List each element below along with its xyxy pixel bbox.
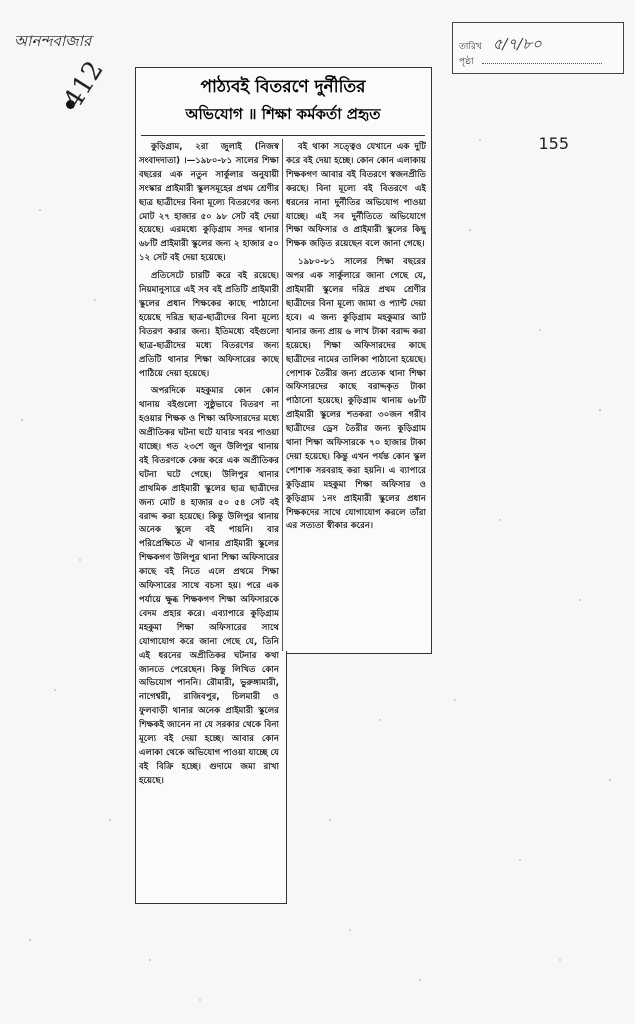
paragraph: প্রতিসেটে চারটি করে বই রয়েছে। নিয়মানুসারে এই সব বই প্রতিটি প্রাইমারী স্কুলের প্রধান শিক্ষকের কাছে পাঠানো হয়েছে দরিদ্র ছাত্র-ছাত্রীদের বিনা মূল্যে বিতরণ করার জন্য। ইতিমধ্যে বইগুলো ছাত্র-ছাত্রীদের মধ্যে বিতরণের জন্য প্রতিটি থানার শিক্ষা অফিসারের কাছে পাঠিয়ে দেয়া হয়েছে। (139, 271, 279, 379)
paragraph: ১৯৮০-৮১ সালের শিক্ষা বছরের অপর এক সার্কুলারে জানা গেছে যে, প্রাইমারী স্কুলের দরিদ্র প্রথম শ্রেণীর ছাত্রীদের বিনা মূল্যে জামা ও প্যান্ট দেয়া হবে। এ জন্য কুড়িগ্রাম মহকুমার আট থানার জন্য প্রায় ৬ লাখ টাকা বরাদ্দ করা হয়েছে। শিক্ষা অফিসারদের কাছে ছাত্রীদের নামের তালিকা পাঠানো হয়েছে। পোশাক তৈরীর জন্য প্রত্যেক থানা শিক্ষা অফিসারদের কাছে বরাদ্দকৃত টাকা পাঠানো হয়েছে। কুড়িগ্রাম থানায় ৬৮টি প্রাইমারী স্কুলের শতকরা ৩০জন গরীব ছাত্রীদের ড্রেস তৈরীর জন্য কুড়িগ্রাম থানা শিক্ষা অফিসারকে ৭০ হাজার টাকা দেয়া হয়েছে। কিন্তু এখন পর্যন্ত কোন স্কুল পোশাক সরবরাহ করা হয়নি। এ ব্যাপারে কুড়িগ্রাম মহকুমা শিক্ষা অফিসার ও কুড়িগ্রাম ১নং প্রাইমারী স্কুলের প্রধান শিক্ষকদের সাথে যোগাযোগ করলে তাঁরা এর সত্যতা স্বীকার করেন। (286, 257, 426, 532)
newspaper-clipping (135, 67, 432, 905)
date-stamp-box (452, 22, 624, 74)
date-label: তারিখ (459, 42, 482, 52)
article-column-left (139, 141, 279, 899)
column-divider (282, 139, 283, 651)
page-row (459, 54, 602, 69)
page-label: পৃষ্ঠা (459, 57, 474, 67)
folio-number: 412 (58, 55, 110, 114)
page-blank-line (482, 63, 602, 64)
headline-line-2: অভিযোগ ॥ শিক্ষা কর্মকর্তা প্রহৃত (185, 105, 381, 123)
paragraph: বই থাকা সত্ত্বেও যেখানে এক দুটি করে বই দেয়া হচ্ছে। কোন কোন এলাকায় শিক্ষকগণ আবার বই বিতরণে স্বজনপ্রীতি করছে। বিনা মূল্যে বই বিতরণে এই ধরনের নানা দুর্নীতির অভিযোগ পাওয়া যাচ্ছে। এই সব দুর্নীতিতে অভিযোগে শিক্ষা অফিসার ও প্রাইমারী স্কুলের কিছু শিক্ষক জড়িত রয়েছেন বলে জানা গেছে। (286, 142, 426, 250)
article-headline (141, 73, 425, 136)
newspaper-name-note: আনন্দবাজার (14, 32, 92, 50)
headline-line-1: পাঠ্যবই বিতরণে দুর্নীতির (200, 77, 366, 97)
paragraph: কুড়িগ্রাম, ২রা জুলাই (নিজস্ব সংবাদদাতা) ।—১৯৮০-৮১ সালের শিক্ষা বছরের এক নতুন সার্কুলার অনুযায়ী সংস্কার প্রাইমারী স্কুলসমূহের প্রথম শ্রেণীর ছাত্র ছাত্রীদের বিনা মূল্যে বিতরণের জন্য মোট ২৭ হাজার ৫০ ৯৮ সেট বই দেয়া হয়েছে। এরমধ্যে কুড়িগ্রাম সদর থানার ৬৮টি প্রাইমারী স্কুলের জন্য ২ হাজার ৫০ ১২ সেট বই দেয়া হয়েছে। (139, 142, 279, 264)
page-number: 155 (538, 134, 569, 153)
date-value: ৫/৭/৮০ (492, 35, 542, 53)
paragraph: অপরদিকে মহকুমার কোন কোন থানায় বইগুলো সুষ্ঠুভাবে বিতরণ না হওয়ার শিক্ষক ও শিক্ষা অফিসারদের মধ্যে অপ্রীতিকর ঘটনা ঘটে যাবার খবর পাওয়া যাচ্ছে। গত ২৩শে জুন উলিপুর থানায় বই বিতরণকে কেন্দ্র করে এক অপ্রীতিকর ঘটনা ঘটে গেছে। উলিপুর থানার প্রাথমিক প্রাইমারী স্কুলের ছাত্র ছাত্রীদের জন্য মোট ৪ হাজার ৫০ ৫৪ সেট বই বরাদ্দ করা হয়েছে। কিন্তু উলিপুর থানায় অনেক স্কুলে বই পায়নি। বার পরিপ্রেক্ষিতে ঐ থানার প্রাইমারী স্কুলের শিক্ষকগণ উলিপুর থানা শিক্ষা অফিসারের কাছে বই নিতে এলে প্রথমে শিক্ষা অফিসারের সাথে বচসা হয়। পরে এক পর্যায়ে ক্ষুব্ধ শিক্ষকগণ শিক্ষা অফিসারকে বেদম প্রহার করে। এব্যাপারে কুড়িগ্রাম মহকুমা শিক্ষা অফিসারের সাথে যোগাযোগ করে জানা গেছে যে, তিনি এই ধরনের অপ্রীতিকর ঘটনার কথা জানতে পেরেছেন। কিন্তু লিখিত কোন অভিযোগ পাননি। রৌমারী, ভুরুঙ্গামারী, নাগেশ্বরী, রাজিবপুর, চিলমারী ও ফুলবাড়ী থানার অনেক প্রাইমারী স্কুলের শিক্ষকই জানেন না যে সরকার থেকে বিনা মূল্যে বই দেয়া হচ্ছে। আবার কোন এলাকা থেকে অভিযোগ পাওয়া যাচ্ছে যে বই বিক্রি হচ্ছে। গুদামে জমা রাখা হয়েছে। (139, 386, 279, 786)
article-column-right (286, 141, 426, 641)
